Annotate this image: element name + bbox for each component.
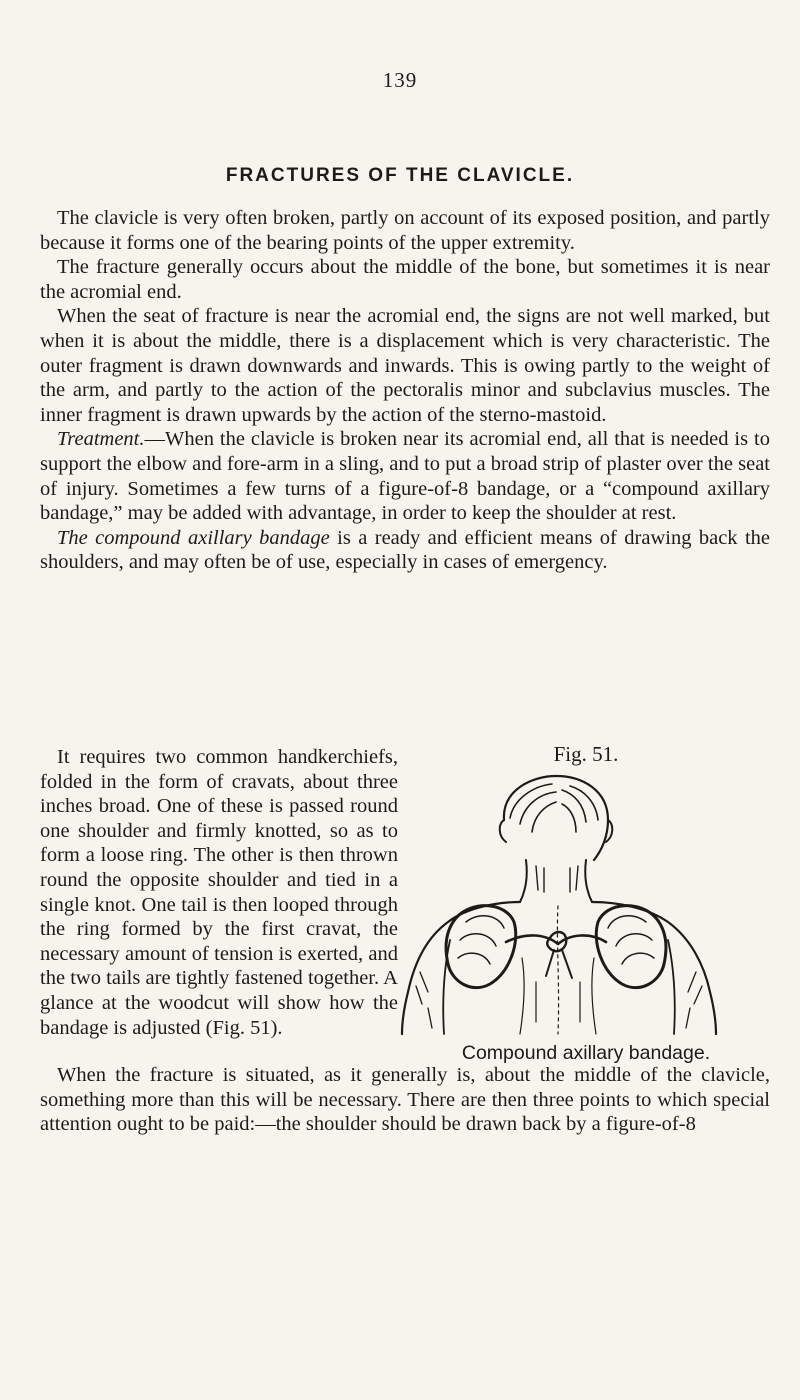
right-arm-inner [668,940,675,1034]
treatment-text: —When the clavicle is broken near its acromial end, all that is needed is to support the elbow and fore-arm in a sling, and to put a broad strip of plaster over the seat of injury. Sometimes a few turns of a figure-of-8 bandage, or a “compound axillary bandage,” may be added with advantage, in order to keep the shoulder at rest. [40,428,770,525]
paragraph-treatment [40,427,770,525]
ears [500,820,613,842]
head-outline [504,776,608,860]
neck-shading [536,866,578,892]
hair-shading [510,784,598,832]
knot-ends [546,950,572,978]
right-cravat-folds [608,916,654,964]
paragraph-intro-1: The clavicle is very often broken, partly on account of its exposed position, and partly because it forms one of the bearing points of the upper extremity. [40,207,770,254]
figure-caption: Compound axillary bandage. [461,1042,711,1064]
left-cravat-ring [446,906,516,988]
section-heading: FRACTURES OF THE CLAVICLE. [225,165,575,186]
figure-label: Fig. 51. [553,742,619,766]
compound-label: The compound axillary bandage [57,526,330,549]
paragraph-intro-3: When the seat of fracture is near the acromial end, the signs are not well marked, but when it is about the middle, there is a displacement which is very characteristic. The outer fragment is drawn downwards and inwards. This is owing partly to the weight of the arm, and partly to the action of the pectoralis minor and subclavius muscles. The inner fragment is drawn upwards by the action of the sterno-mastoid. [40,305,770,426]
paragraph-final: When the fracture is situated, as it generally is, about the middle of the clavicle, something more than this will be necessary. There are then three points to which special attention ought to be paid:—the shoulder should be drawn back by a figure-of-8 [40,1064,770,1136]
cravat-tails [506,935,606,944]
right-cravat-band [596,906,666,988]
paragraph-intro-2: The fracture generally occurs about the middle of the bone, but sometimes it is near the acromial end. [40,256,770,303]
left-shoulder [402,902,520,1034]
figure-51 [386,742,786,1072]
neck [520,860,592,902]
wrapped-text-block [40,745,398,1040]
paragraph-compound [40,526,770,575]
right-shoulder [592,902,716,1034]
compound-text: is a ready and efficient means of drawing back the shoulders, and may often be of use, especially in cases of emergency. [40,526,771,574]
bottom-text-block [40,1063,770,1137]
bandage-illustration [386,772,786,1040]
paragraph-handkerchiefs: It requires two common handkerchiefs, folded in the form of cravats, about three inches broad. One of these is passed round one shoulder and firmly knotted, so as to form a loose ring. The other is then thrown round the opposite shoulder and tied in a single knot. One tail is then looped through the ring formed by the first cravat, the necessary amount of tension is exerted, and the two tails are tightly fastened together. A glance at the woodcut will show how the bandage is adjusted (Fig. 51). [40,746,398,1039]
spine-line [557,906,558,1034]
treatment-label: Treatment. [57,428,145,451]
left-cravat-folds [458,916,504,964]
page-number: 139 [382,68,418,92]
top-text-block [40,206,770,575]
